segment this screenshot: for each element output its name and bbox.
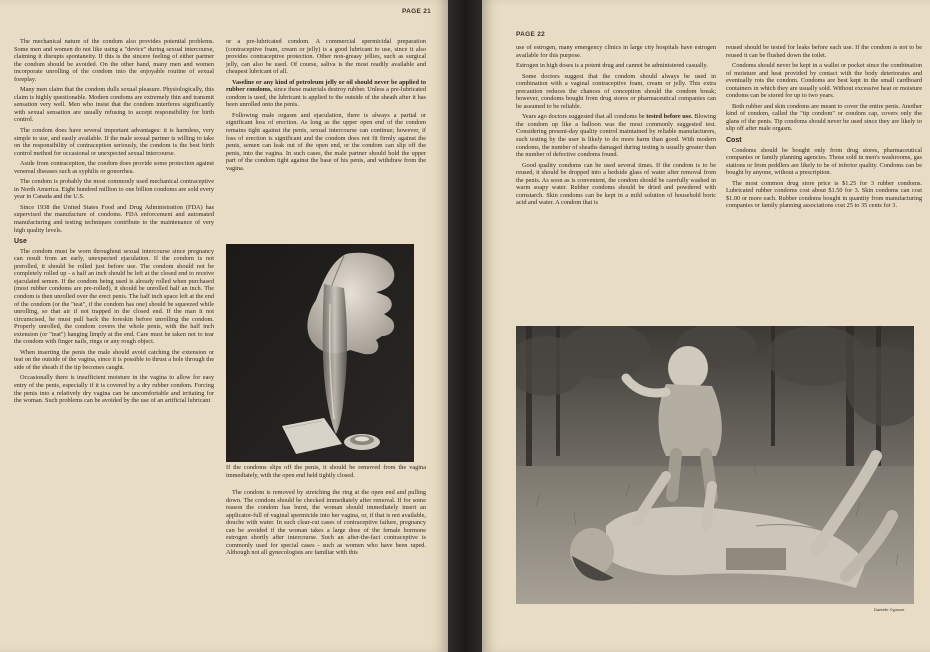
page-number-21: PAGE 21 xyxy=(402,8,432,15)
paragraph: The condom does have several important advantages: it is harmless, very simple to use, and easily available. If the male sexual partner is willing to take on the responsibility of contraception seriously, the condom is the best birth control method for occasional or unexpected sexual intercourse. xyxy=(14,127,214,157)
bold-emphasis: Vaseline or any kind of petroleum jelly or oil should never be applied to rubber condoms, xyxy=(226,78,426,94)
bold-emphasis: tested before use. xyxy=(646,113,693,121)
outdoor-family-illustration xyxy=(516,326,914,604)
paragraph: The condom is removed by stretching the ring at the open end and pulling down. The condom should be checked immediately after removal. If for some reason the condom has burst, the woman should immediately insert an applicator-full of vaginal spermicide into her vagina, or, if that is not available, douche with water. In such clear-cut cases of contraceptive failure, pregnancy can be avoided if the woman takes a large dose of the female hormone estrogen shortly after intercourse. Such an after-the-fact contraceptive is commonly used for special cases - such as women who have been raped. Although not all gynecologists are familiar with this xyxy=(226,489,426,557)
paragraph: Both rubber and skin condoms are meant to cover the entire penis. Another kind of condom, called the "tip condom" or condom cap, covers only the glans of the penis. Tip condoms should never be used since they are likely to slip off after male orgasm. xyxy=(726,102,922,133)
paragraph-rest: Blowing the condom up like a balloon was the most commonly suggested test. Considering present-day quality control maintained by reliable manufacturers, such testing by the user is likely to do more harm than good. With modern condoms, the number of sheaths damaged during testing is usually greater than the number of defective condoms found. xyxy=(516,113,716,159)
paragraph: Since 1938 the United States Food and Drug Administration (FDA) has supervised the manufacture of condoms. FDA enforcement and automated manufacturing and testing techniques contribute to the maintenance of very high quality levels. xyxy=(14,203,214,234)
section-heading: Use xyxy=(14,238,27,246)
paragraph: Following male orgasm and ejaculation, there is always a partial or significant loss of erection. As long as the upper open end of the condom remains tight against the penis, sexual intercourse can continue; however, if loss of erection is significant and the condom does not fit firmly against the penis, semen can leak out of the open end, or the condom can slip off the penis, into the vagina. In such cases, the male partner should hold the upper part of the condom tight against the base of his penis, and withdraw from the vagina. xyxy=(226,111,426,172)
paragraph: Estrogen in high doses is a potent drug and cannot be administered casually. xyxy=(516,62,708,70)
right-column-2 xyxy=(726,44,922,316)
photo-caption: If the condoms slips off the penis, it should be removed from the vagina immediately, with the open end held tightly closed. xyxy=(226,464,426,479)
paragraph-lead: Years ago doctors suggested that all condoms be xyxy=(522,113,647,121)
paragraph: Good quality condoms can be used several times. If the condom is to be reused, it should be dropped into a bedside glass of water after removal from the penis. As soon as is convenient, the condom should be carefully washed in warm soapy water. Rubber condoms should be dried and powdered with cornstarch. Skin condoms can be kept in a mild solution of household boric acid and water. A condom that is xyxy=(516,161,716,207)
paragraph: The mechanical nature of the condom also provides potential problems. Some men and women do not like using a "device" during sexual intercourse, claiming it disrupts spontaneity. If this is the sincere feeling of either partner the condom should be avoided. On the other hand, many men and women incorporate unrolling of the condom into the enjoyable routine of sexual foreplay. xyxy=(14,38,214,83)
paragraph: The condom must be worn throughout sexual intercourse since pregnancy can result from an early, unexpected ejaculation. If the condom is not prerolled, it should be rolled just before use. The condom should not be completely rolled up - a half an inch should be left at the closed end to receive ejaculated semen. If the condom being used is already rolled when purchased (most rubber condoms are pre-rolled), it should be unrolled half an inch. The condom is then unrolled over the erect penis. The half inch space left at the end of the condom (or the "teat", if the condom has one) should be squeezed while unrolling, so that air if not trapped in the closed end. If the man it not circumcised, he must pull back the foreskin before unrolling the condom. Properly unrolled, the condom covers the whole penis, with the half inch extension (or "teat") hanging limply at the end. Care must be taken not to tear the condom with finger nails, rings or any rough object. xyxy=(14,247,214,346)
paragraph: The condom is probably the most commonly used mechanical contraceptive in North America. Eight hundred million to one billion condoms are sold every year in Canada and the U.S. xyxy=(14,178,214,201)
paragraph xyxy=(226,79,426,109)
hand-condom-illustration xyxy=(226,244,414,462)
book-gutter xyxy=(448,0,482,652)
section-heading: Cost xyxy=(726,137,742,145)
paragraph: reused should be tested for leaks before each use. If the condom is not to be reused it can be flushed down the toilet. xyxy=(726,44,922,59)
paragraph: Condoms should never be kept in a wallet or pocket since the combination of moisture and heat provided by contact with the body deteriorates and eventually rots the condom. Condoms are best kept in the small cardboard containers in which they are usually sold. Without excessive heat or moisture condoms can be stored for up to two years. xyxy=(726,62,922,100)
photo-credit: Danielle Cypsore xyxy=(874,607,905,612)
hand-holding-condom-photo xyxy=(226,244,414,462)
right-page xyxy=(482,0,930,652)
father-lifting-child-photo xyxy=(516,326,914,604)
paragraph xyxy=(516,113,716,158)
paragraph: use of estrogen, many emergency clinics in large city hospitals have estrogen available for this purpose. xyxy=(516,44,716,59)
paragraph: or a pre-lubricated condom. A commercial spermicidal preparation (contraceptive foam, cream or jelly) is a good lubricant to use, since it also provides contraceptive protection. Other non-greasy jellies, such as surgical jelly, can also be used. Of course, saliva is the most readily available and cheapest lubricant of all. xyxy=(226,38,426,76)
paragraph: Many men claim that the condom dulls sexual pleasure. Physiologically, this claim is highly questionable. Modern condoms are extremely thin and transmit sensation very well. Men who insist that the condom interferes significantly with sexual sensation are usually refusing to accept responsibility for birth control. xyxy=(14,86,214,124)
paragraph: When inserting the penis the male should avoid catching the extension or teat on the outside of the vagina, since it is possible to thrust a hole through the side of the sheath if the tip becomes caught. xyxy=(14,348,214,371)
left-column-1 xyxy=(14,38,214,648)
paragraph-rest: since these materials destroy rubber. Unless a pre-lubricated condom is used, the lubricant is applied to the outside of the sheath after it has been unrolled onto the penis. xyxy=(226,86,426,109)
paragraph: Some doctors suggest that the condom should always be used in combination with a vaginal contraceptive foam, cream or jelly. This extra precaution reduces the chances of conception should the condom break; however, condoms bought from drug stores or pharmaceutical companies can be assumed to be reliable. xyxy=(516,72,716,110)
paragraph: Occasionally there is insufficient moisture in the vagina to allow for easy entry of the penis, especially if it is covered by a dry rubber condom. Forcing the penis into a relatively dry vagina can be uncomfortable and irritating for the woman. Such problems can be avoided by the use of an artificial lubricant xyxy=(14,374,214,405)
left-column-2-top xyxy=(226,38,426,242)
left-page xyxy=(0,0,448,652)
page-number-22: PAGE 22 xyxy=(516,31,546,38)
right-column-1 xyxy=(516,44,716,316)
paragraph: Condoms should be bought only from drug stores, pharmaceutical companies or family planning agencies. Those sold in men's washrooms, gas stations or from peddlers are likely to be of inferior quality. Condoms can be bought by anyone, without a prescription. xyxy=(726,146,922,177)
left-column-2-bottom xyxy=(226,489,426,649)
paragraph: The most common drug store price is $1.25 for 3 rubber condoms. Lubricated rubber condoms cost about $1.50 for 3. Skin condoms can cost $1.00 or more each. Rubber condoms bought in quantity from manufacturing companies or family planning associations cost 25 to 35 cents for 3. xyxy=(726,179,922,210)
paragraph: Aside from contraception, the condom does provide some protection against venereal diseases such as syphilis or gonorrhea. xyxy=(14,160,214,175)
